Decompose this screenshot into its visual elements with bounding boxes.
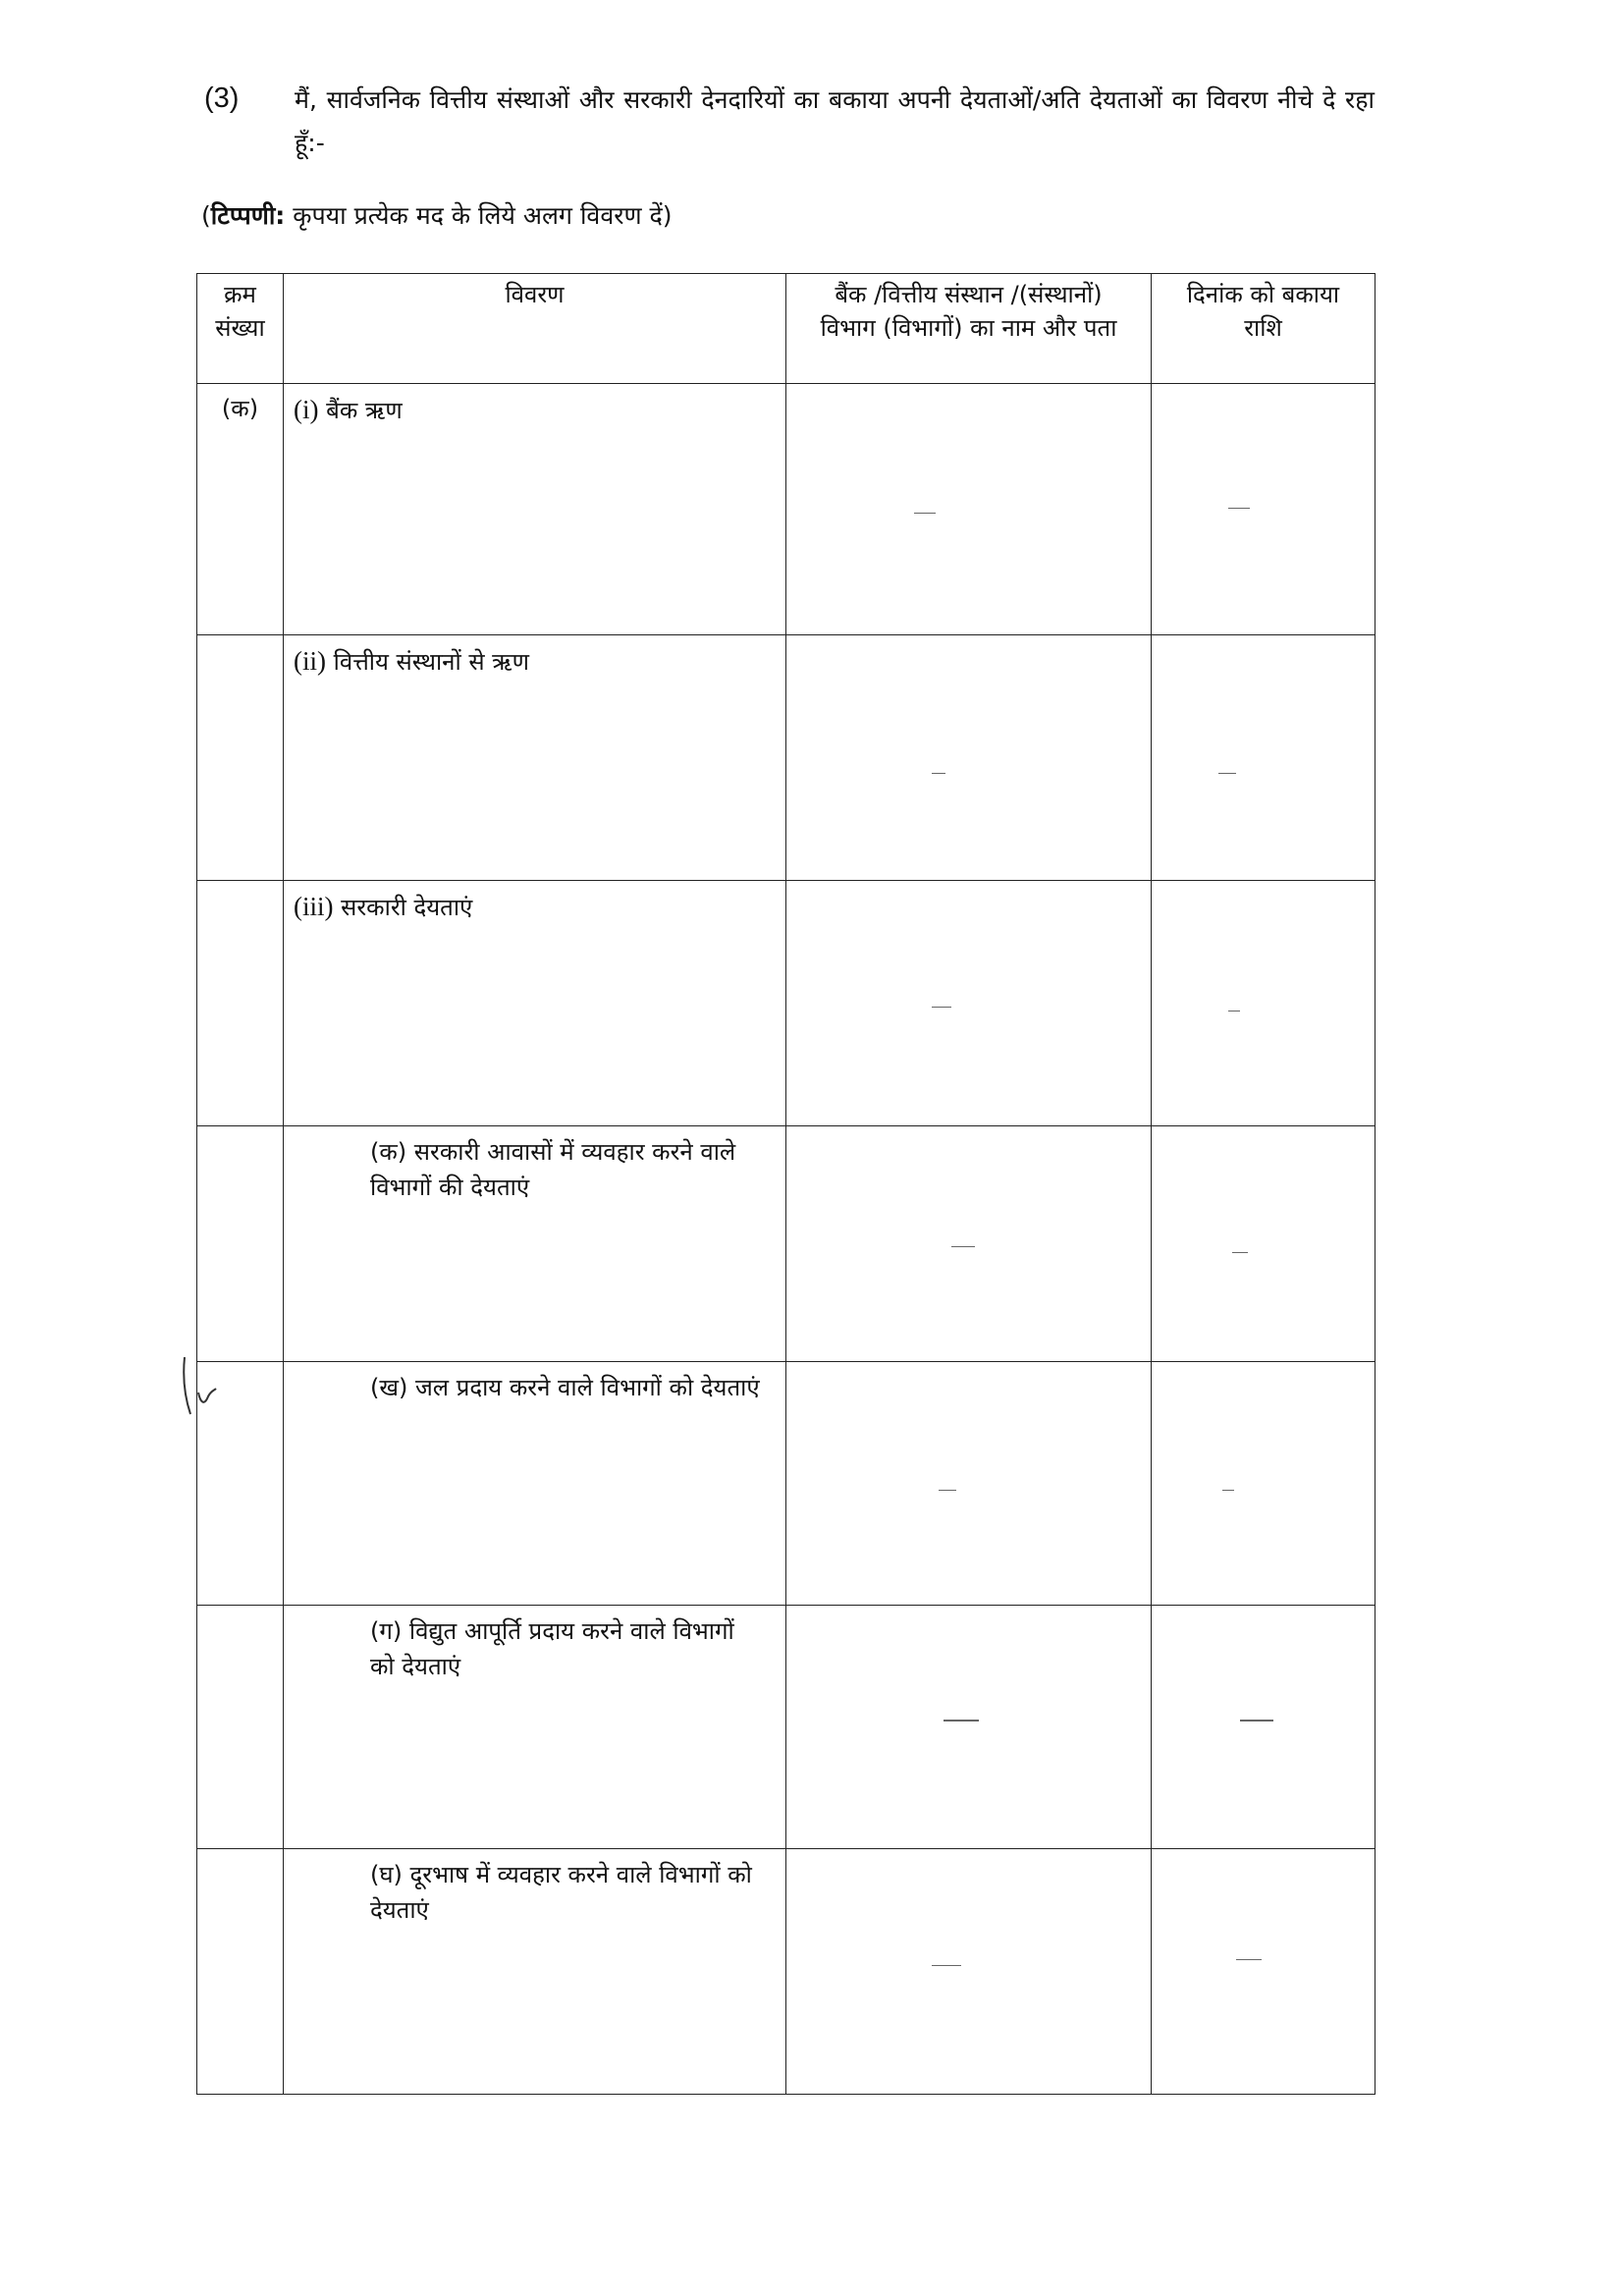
row-serial: (क)	[197, 384, 284, 635]
row-description	[284, 881, 786, 1126]
table-row	[197, 1606, 1375, 1849]
blank-dash	[939, 1490, 956, 1491]
section-intro-text: मैं, सार्वजनिक वित्तीय संस्थाओं और सरकारी देनदारियों का बकाया अपनी देयताओं/अति देयताओं का विवरण नीचे दे रहा हूँ:-	[295, 85, 1375, 157]
row-amount-cell[interactable]	[1152, 635, 1375, 881]
table-row	[197, 1849, 1375, 2095]
blank-dash	[951, 1246, 975, 1247]
header-bank: बैंक /वित्तीय संस्थान /(संस्थानों) विभाग (विभागों) का नाम और पता	[786, 274, 1152, 384]
header-amount: दिनांक को बकाया राशि	[1152, 274, 1375, 384]
header-description: विवरण	[284, 274, 786, 384]
blank-dash	[932, 773, 945, 774]
row-bank-cell[interactable]	[786, 1849, 1152, 2095]
row-bank-cell[interactable]	[786, 384, 1152, 635]
row-description: (ग) विद्युत आपूर्ति प्रदाय करने वाले विभागों को देयताएं	[284, 1606, 786, 1849]
row-description: (घ) दूरभाष में व्यवहार करने वाले विभागों को देयताएं	[284, 1849, 786, 2095]
row-label: बैंक ऋण	[318, 397, 403, 424]
row-amount-cell[interactable]	[1152, 881, 1375, 1126]
row-bank-cell[interactable]	[786, 1362, 1152, 1606]
row-amount-cell[interactable]	[1152, 1126, 1375, 1362]
blank-dash	[1222, 1490, 1234, 1491]
liabilities-table	[196, 273, 1375, 2095]
header-serial: क्रम संख्या	[197, 274, 284, 384]
row-serial	[197, 1126, 284, 1362]
blank-dash	[1228, 508, 1250, 509]
note-open-paren: (	[201, 201, 211, 230]
row-description	[284, 384, 786, 635]
blank-dash	[932, 1007, 951, 1008]
handwritten-margin-mark-icon	[179, 1353, 228, 1422]
row-roman-numeral: (ii)	[294, 646, 326, 676]
table-row	[197, 881, 1375, 1126]
row-amount-cell[interactable]	[1152, 1849, 1375, 2095]
row-bank-cell[interactable]	[786, 1606, 1152, 1849]
row-amount-cell[interactable]	[1152, 384, 1375, 635]
blank-dash	[932, 1965, 961, 1966]
table-row	[197, 635, 1375, 881]
row-bank-cell[interactable]	[786, 635, 1152, 881]
blank-dash	[944, 1720, 979, 1722]
blank-dash	[1236, 1959, 1262, 1960]
row-serial	[197, 635, 284, 881]
row-description: (ख) जल प्रदाय करने वाले विभागों को देयताएं	[284, 1362, 786, 1606]
row-serial	[197, 881, 284, 1126]
row-bank-cell[interactable]	[786, 1126, 1152, 1362]
table-row	[197, 1126, 1375, 1362]
blank-dash	[914, 513, 936, 514]
blank-dash	[1232, 1252, 1248, 1253]
blank-dash	[1240, 1720, 1273, 1722]
section-number: (3)	[204, 82, 240, 114]
row-amount-cell[interactable]	[1152, 1606, 1375, 1849]
row-bank-cell[interactable]	[786, 881, 1152, 1126]
table-row	[197, 1362, 1375, 1606]
note	[201, 196, 673, 236]
row-label: वित्तीय संस्थानों से ऋण	[326, 648, 530, 676]
table-header-row	[197, 274, 1375, 384]
row-serial	[197, 1849, 284, 2095]
row-label: सरकारी देयताएं	[333, 894, 473, 921]
row-amount-cell[interactable]	[1152, 1362, 1375, 1606]
row-roman-numeral: (i)	[294, 395, 319, 424]
note-label: टिप्पणी:	[210, 201, 286, 230]
row-description	[284, 635, 786, 881]
table-row	[197, 384, 1375, 635]
blank-dash	[1218, 773, 1236, 774]
note-text: कृपया प्रत्येक मद के लिये अलग विवरण दें)	[285, 201, 673, 230]
row-description: (क) सरकारी आवासों में व्यवहार करने वाले विभागों की देयताएं	[284, 1126, 786, 1362]
row-roman-numeral: (iii)	[294, 892, 334, 921]
row-serial	[197, 1606, 284, 1849]
